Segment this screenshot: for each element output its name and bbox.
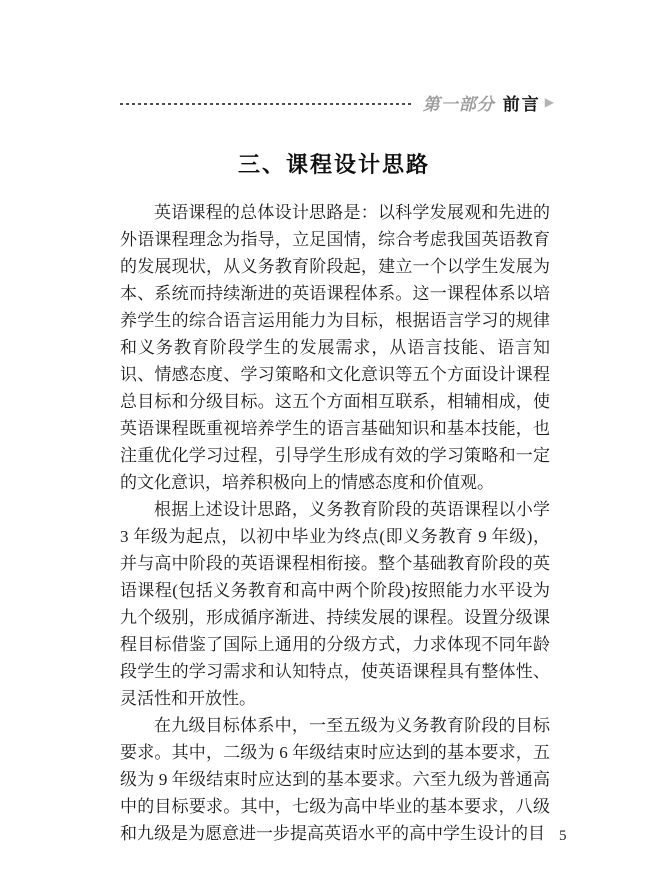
header-dashed-rule	[120, 103, 414, 105]
paragraph-level-targets: 在九级目标体系中，一至五级为义务教育阶段的目标要求。其中，二级为 6 年级结束时应达到的基本要求，五级为 9 年级结束时应达到的基本要求。六至九级为普通高中的目标要求。其中，七级为高中毕业的基本要求，八级和九级是为愿意进一步提高英语水平的高中学生设计的目	[120, 716, 550, 843]
page-number: 5	[559, 828, 567, 844]
header-chapter-label: 前言	[502, 94, 541, 114]
page-title: 三、课程设计思路	[237, 152, 430, 177]
paragraph-grade-structure: 根据上述设计思路，义务教育阶段的英语课程以小学 3 年级为起点，以初中毕业为终点(即义务教育 9 年级)，并与高中阶段的英语课程相衔接。整个基础教育阶段的英语课程(包括义务教育和高中两个阶段)按照能力水平设为九个级别，形成循序渐进、持续发展的课程。设置分级课程目标借鉴了国际上通用的分级方式，力求体现不同年龄段学生的学习需求和认知特点，使英语课程具有整体性、灵活性和开放性。	[120, 500, 550, 708]
header-section-label: 第一部分	[422, 94, 495, 114]
paragraph-design-overview: 英语课程的总体设计思路是：以科学发展观和先进的外语课程理念为指导，立足国情，综合考虑我国英语教育的发展现状，从义务教育阶段起，建立一个以学生发展为本、系统而持续渐进的英语课程体系。这一课程体系以培养学生的综合语言运用能力为目标，根据语言学习的规律和义务教育阶段学生的发展需求，从语言技能、语言知识、情感态度、学习策略和文化意识等五个方面设计课程总目标和分级目标。这五个方面相互联系，相辅相成，使英语课程既重视培养学生的语言基础知识和基本技能，也注重优化学习过程，引导学生形成有效的学习策略和一定的文化意识，培养积极向上的情感态度和价值观。	[120, 203, 550, 492]
body-text	[120, 199, 550, 847]
triangle-arrow-icon: ▶	[544, 95, 554, 109]
running-header	[120, 92, 554, 112]
